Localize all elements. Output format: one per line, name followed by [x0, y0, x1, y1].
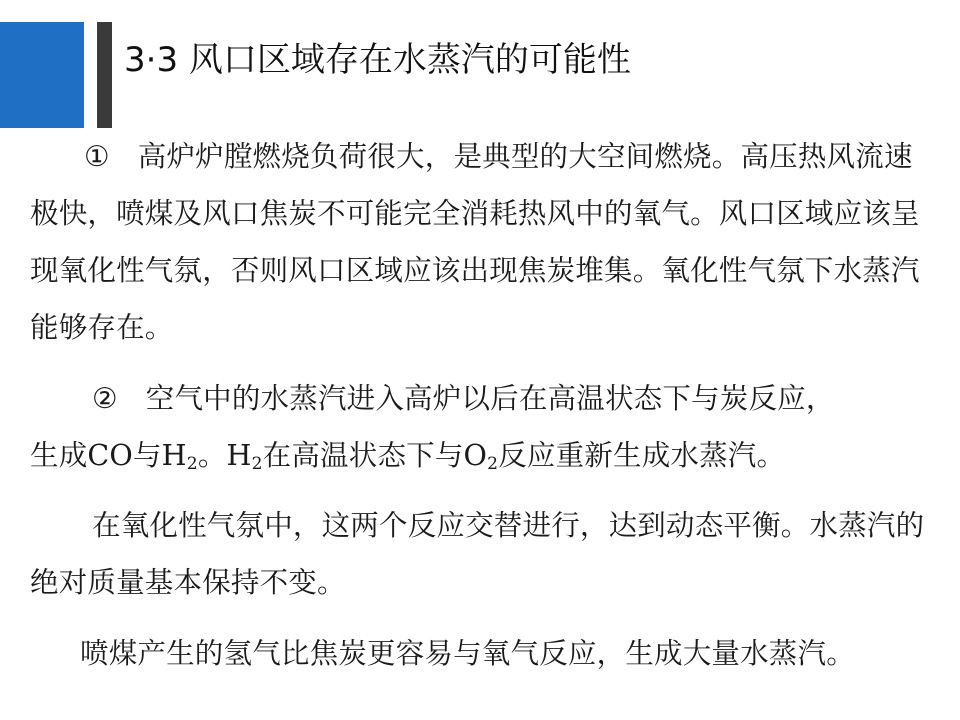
paragraph-1-text: 高炉炉膛燃烧负荷很大，是典型的大空间燃烧。高压热风流速极快，喷煤及风口焦炭不可能完全消耗热风中的氧气。风口区域应该呈现氧化性气氛，否则风口区域应该出现焦炭堆集。氧化性气氛下水蒸汽能够存在。 [30, 140, 920, 344]
paragraph-2-mid2: 在高温状态下与O [262, 439, 488, 472]
paragraph-1 [30, 128, 930, 356]
paragraph-1-marker: ① [84, 140, 110, 173]
paragraph-2-prefix: 生成CO与H [30, 439, 187, 472]
accent-block [0, 22, 84, 128]
paragraph-2-suffix: 反应重新生成水蒸汽。 [498, 439, 786, 472]
paragraph-2 [30, 370, 930, 484]
accent-bar [97, 22, 112, 128]
slide-title: 3·3 风口区域存在水蒸汽的可能性 [124, 40, 631, 80]
paragraph-2-mid1: 。H [197, 439, 252, 472]
paragraph-2-marker: ② [92, 382, 118, 415]
paragraph-3-text: 在氧化性气氛中，这两个反应交替进行，达到动态平衡。水蒸汽的绝对质量基本保持不变。 [30, 509, 925, 599]
subscript-h2-a: 2 [186, 454, 198, 474]
paragraph-4 [30, 625, 930, 682]
subscript-o2: 2 [487, 454, 499, 474]
paragraph-4-text: 喷煤产生的氢气比焦炭更容易与氧气反应，生成大量水蒸汽。 [80, 637, 855, 670]
paragraph-2-line1: 空气中的水蒸汽进入高炉以后在高温状态下与炭反应， [145, 382, 835, 415]
paragraph-3 [30, 497, 930, 611]
subscript-h2-b: 2 [251, 454, 263, 474]
